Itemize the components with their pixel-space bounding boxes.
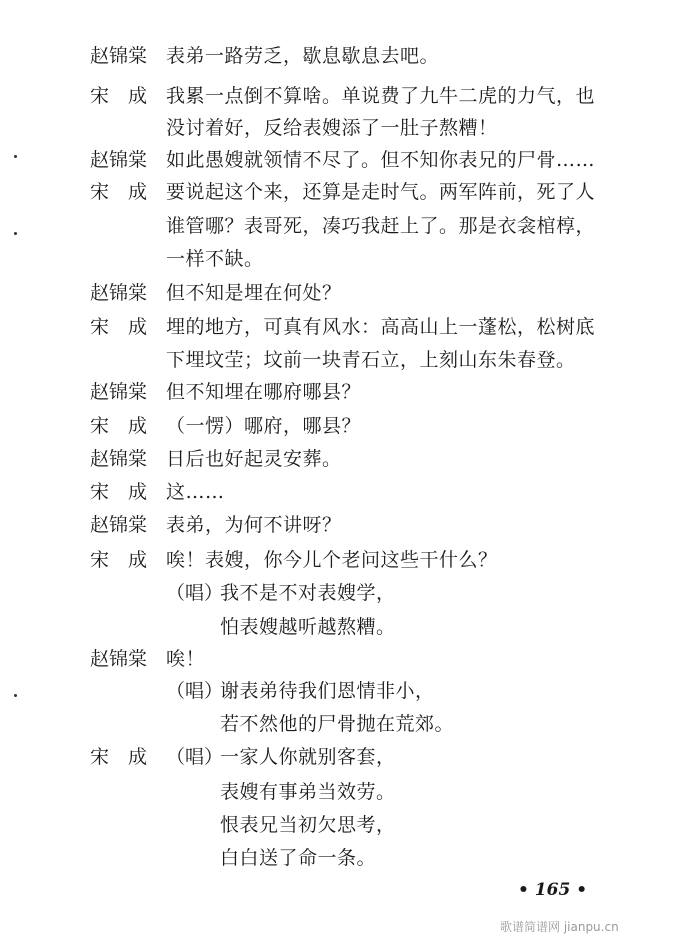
speaker-name: 赵锦棠 bbox=[90, 514, 148, 536]
line-text: 表弟一路劳乏，歇息歇息去吧。 bbox=[166, 45, 440, 67]
watermark: 歌谱简谱网 jianpu.cn bbox=[500, 920, 619, 934]
speaker-name: 宋 成 bbox=[90, 746, 148, 768]
speaker-name: 赵锦棠 bbox=[90, 45, 148, 67]
line-text: 怕表嫂越听越熬糟。 bbox=[220, 616, 396, 638]
speaker-name: 宋 成 bbox=[90, 549, 148, 571]
line-text: 白白送了命一条。 bbox=[220, 847, 377, 869]
line-text: 埋的地方，可真有风水：高高山上一蓬松，松树底 bbox=[166, 316, 596, 338]
line-text: 一家人你就别客套， bbox=[220, 746, 396, 768]
line-text: 这…… bbox=[166, 481, 225, 503]
line-text: 若不然他的尸骨抛在荒郊。 bbox=[220, 713, 455, 735]
speaker-name: 赵锦棠 bbox=[90, 648, 148, 670]
line-text: 要说起这个来，还算是走时气。两军阵前，死了人 bbox=[166, 181, 596, 203]
scan-speck bbox=[14, 694, 17, 697]
line-text: 日后也好起灵安葬。 bbox=[166, 448, 342, 470]
speaker-name: 宋 成 bbox=[90, 316, 148, 338]
line-text: 唉！表嫂，你今儿个老问这些干什么？ bbox=[166, 549, 498, 571]
line-text: 我累一点倒不算啥。单说费了九牛二虎的力气，也 bbox=[166, 85, 596, 107]
page-number: • 165 • bbox=[518, 880, 588, 900]
speaker-name: 赵锦棠 bbox=[90, 149, 148, 171]
line-text: 但不知埋在哪府哪县？ bbox=[166, 381, 362, 403]
line-text: 没讨着好，反给表嫂添了一肚子熬糟！ bbox=[166, 117, 498, 139]
speaker-name: 宋 成 bbox=[90, 181, 148, 203]
scan-speck bbox=[14, 155, 17, 158]
speaker-name: 宋 成 bbox=[90, 481, 148, 503]
scan-speck bbox=[14, 232, 17, 235]
speaker-name: 宋 成 bbox=[90, 85, 148, 107]
line-text: （一愣）哪府，哪县？ bbox=[166, 415, 362, 437]
sing-marker: （唱） bbox=[166, 746, 224, 768]
line-text: 表弟，为何不讲呀？ bbox=[166, 514, 342, 536]
line-text: 恨表兄当初欠思考， bbox=[220, 814, 396, 836]
line-text: 谢表弟待我们恩情非小， bbox=[220, 680, 435, 702]
speaker-name: 宋 成 bbox=[90, 415, 148, 437]
speaker-name: 赵锦棠 bbox=[90, 282, 148, 304]
line-text: 谁管哪？表哥死，凑巧我赶上了。那是衣衾棺椁， bbox=[166, 215, 596, 237]
line-text: 一样不缺。 bbox=[166, 248, 264, 270]
line-text: 下埋坟茔；坟前一块青石立，上刻山东朱春登。 bbox=[166, 349, 576, 371]
line-text: 如此愚嫂就领情不尽了。但不知你表兄的尸骨…… bbox=[166, 149, 596, 171]
speaker-name: 赵锦棠 bbox=[90, 381, 148, 403]
line-text: 唉！ bbox=[166, 648, 206, 670]
line-text: 我不是不对表嫂学， bbox=[220, 582, 396, 604]
sing-marker: （唱） bbox=[166, 680, 224, 702]
line-text: 表嫂有事弟当效劳。 bbox=[220, 781, 396, 803]
sing-marker: （唱） bbox=[166, 582, 224, 604]
speaker-name: 赵锦棠 bbox=[90, 448, 148, 470]
line-text: 但不知是埋在何处？ bbox=[166, 282, 342, 304]
